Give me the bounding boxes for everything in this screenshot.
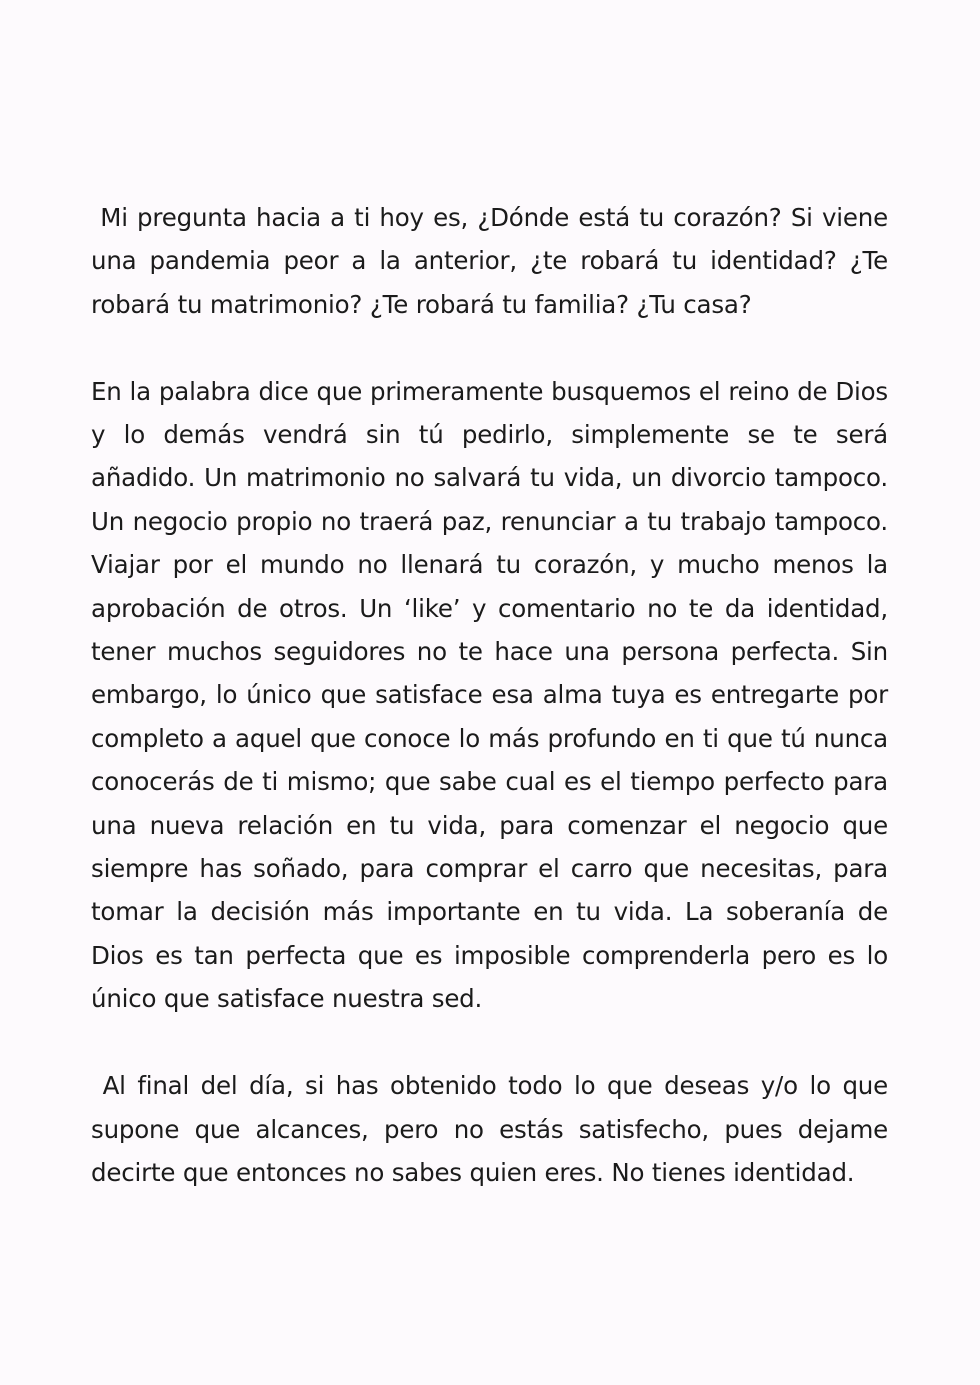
body-text [91,196,896,1194]
paragraph-3: Al final del día, si has obtenido todo lo que deseas y/o lo que supone que alcances, pero no estás satisfecho, pues dejame decirte que entonces no sabes quien eres. No tienes identidad. [91,1071,896,1187]
paragraph-1: Mi pregunta hacia a ti hoy es, ¿Dónde está tu corazón? Si viene una pandemia peor a la anterior, ¿te robará tu identidad? ¿Te robará tu matrimonio? ¿Te robará tu familia? ¿Tu casa? [91,203,896,319]
paragraph-2: En la palabra dice que primeramente busquemos el reino de Dios y lo demás vendrá sin tú pedirlo, simplemente se te será añadido. Un matrimonio no salvará tu vida, un divorcio tampoco. Un negocio propio no traerá paz, renunciar a tu trabajo tampoco. Viajar por el mundo no llenará tu corazón, y mucho menos la aprobación de otros. Un ‘like’ y comentario no te da identidad, tener muchos seguidores no te hace una persona perfecta. Sin embargo, lo único que satisface esa alma tuya es entregarte por completo a aquel que conoce lo más profundo en ti que tú nunca conocerás de ti mismo; que sabe cual es el tiempo perfecto para una nueva relación en tu vida, para comenzar el negocio que siempre has soñado, para comprar el carro que necesitas, para tomar la decisión más importante en tu vida. La soberanía de Dios es tan perfecta que es imposible comprenderla pero es lo único que satisface nuestra sed. [91,376,888,1014]
